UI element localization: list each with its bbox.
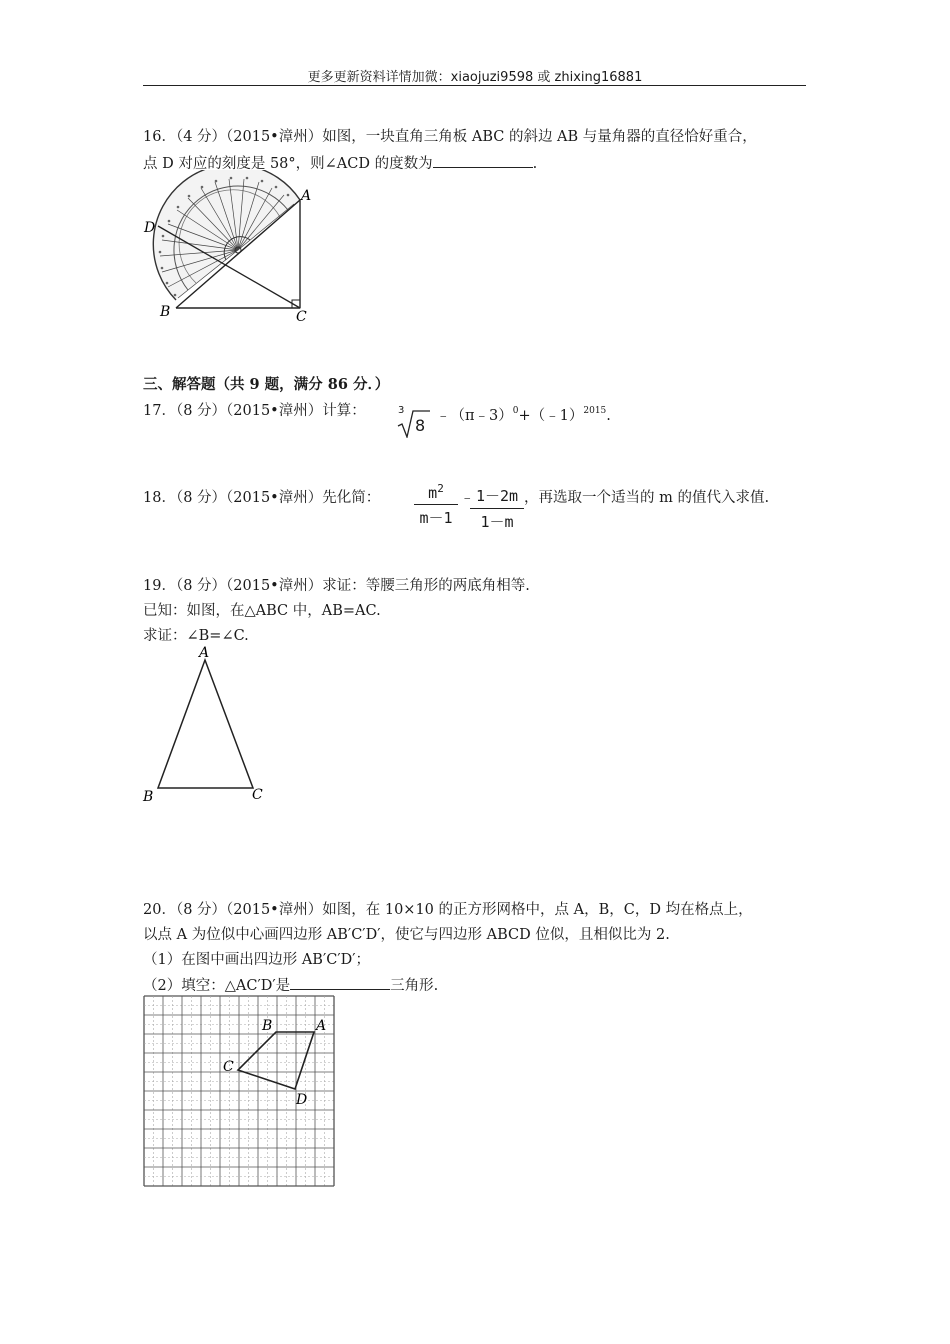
- q18-fraction-1: [414, 482, 458, 528]
- q18-prefix: 18．（8 分）（2015•漳州）先化简：: [143, 490, 381, 506]
- q18-frac2-num: 1－2m: [475, 487, 519, 505]
- header-divider: [143, 85, 806, 86]
- q17-root-index: 3: [398, 405, 405, 416]
- q17-line: [143, 401, 366, 421]
- q18-frac1-den: m－1: [419, 509, 453, 527]
- section-3-title: 三、解答题（共 9 题，满分 86 分．）: [143, 376, 390, 393]
- label-c: C: [296, 309, 307, 325]
- label-c: C: [223, 1059, 234, 1075]
- q20-grid-figure: [143, 995, 335, 1187]
- page-header: 更多更新资料详情加微：xiaojuzi9598 或 zhixing16881: [307, 70, 643, 85]
- q17-end: .: [606, 408, 611, 424]
- q16-line2-text: 点 D 对应的刻度是 58°，则∠ACD 的度数为: [143, 156, 433, 172]
- q20-line4-text: （2）填空：△AC′D′是: [143, 978, 291, 994]
- quadrilateral-abcd: [238, 1032, 314, 1089]
- label-c: C: [252, 787, 263, 803]
- q20-line4: [143, 975, 438, 996]
- q19-line3: 求证：∠B=∠C.: [143, 628, 249, 644]
- q20-answer-blank[interactable]: [290, 975, 390, 990]
- label-b: B: [262, 1018, 273, 1034]
- q17-term1: ﹣（π﹣3）: [436, 408, 513, 424]
- q17-term2: +（﹣1）: [518, 408, 584, 424]
- square-grid-10x10: [144, 996, 334, 1186]
- q20-line3: （1）在图中画出四边形 AB′C′D′；: [143, 952, 371, 968]
- q16-answer-blank[interactable]: [433, 153, 533, 168]
- q19-line1: 19．（8 分）（2015•漳州）求证：等腰三角形的两底角相等.: [143, 578, 530, 594]
- label-b: B: [160, 304, 171, 320]
- q19-triangle-figure: [138, 642, 273, 807]
- q19-line2: 已知：如图，在△ABC 中，AB=AC.: [143, 603, 381, 619]
- q17-rest: [436, 401, 611, 426]
- isosceles-triangle: [158, 660, 253, 788]
- q18-frac2-den: 1－m: [480, 513, 514, 531]
- q17-cube-root: [396, 405, 432, 438]
- q20-line4-end: 三角形.: [390, 978, 439, 994]
- q16-line1: 16．（4 分）（2015•漳州）如图，一块直角三角板 ABC 的斜边 AB 与量角器的直径恰好重合，: [143, 129, 757, 145]
- label-b: B: [143, 789, 154, 805]
- label-a: A: [301, 188, 312, 204]
- q17-prefix: 17．（8 分）（2015•漳州）计算：: [143, 403, 366, 419]
- q18-minus: ﹣: [460, 490, 475, 506]
- q18-fraction-2: [470, 485, 524, 532]
- label-a: A: [199, 645, 210, 661]
- label-d: D: [296, 1092, 308, 1108]
- q17-radicand: 8: [415, 416, 426, 435]
- q18-suffix: ，再选取一个适当的 m 的值代入求值.: [524, 490, 770, 506]
- q17-exp2015: 2015: [583, 406, 607, 416]
- q20-line2: 以点 A 为位似中心画四边形 AB′C′D′，使它与四边形 ABCD 位似，且相似比为 2.: [143, 927, 670, 943]
- q16-protractor-figure: [138, 170, 323, 325]
- radical-sign-icon: [396, 408, 432, 438]
- q20-line1: 20．（8 分）（2015•漳州）如图，在 10×10 的正方形网格中，点 A，B，C，D 均在格点上，: [143, 902, 753, 918]
- q16-line2-end: .: [532, 156, 538, 172]
- q18-frac1-num-exp: 2: [437, 482, 444, 495]
- q18-frac1-num: m: [428, 484, 438, 502]
- label-a: A: [316, 1018, 327, 1034]
- q17-exp0: 0: [512, 406, 519, 416]
- protractor: [153, 170, 300, 300]
- label-d: D: [144, 220, 156, 236]
